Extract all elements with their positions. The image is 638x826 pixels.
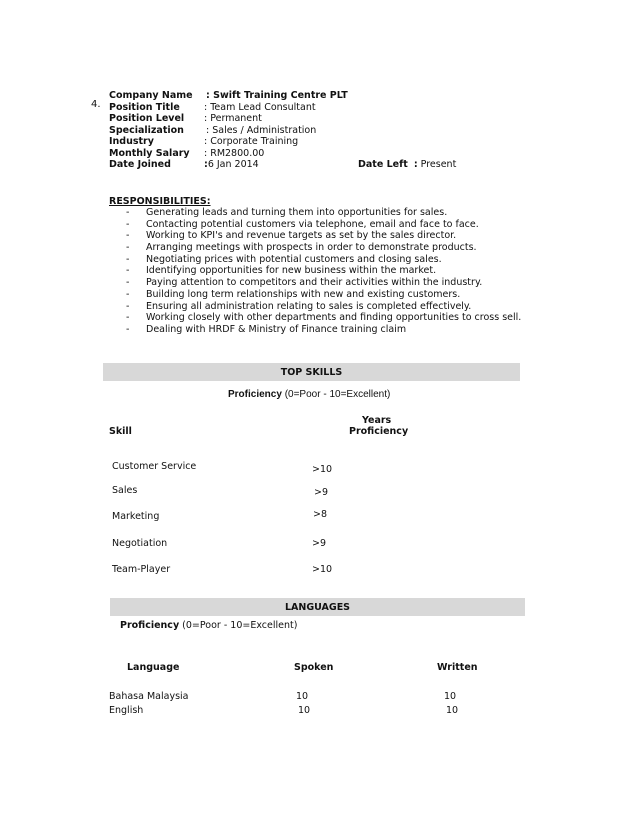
- bullet-dash: -: [126, 253, 130, 265]
- bullet-dash: -: [126, 218, 130, 230]
- skills-proficiency-note: [228, 389, 390, 400]
- responsibility-text: Dealing with HRDF & Ministry of Finance training claim: [146, 323, 407, 335]
- position-level-value: : Permanent: [204, 113, 262, 124]
- skill-years: >10: [312, 564, 333, 575]
- skill-years: >10: [312, 464, 333, 475]
- bullet-dash: -: [126, 323, 130, 335]
- skill-years: >9: [314, 487, 329, 498]
- written-column-header: Written: [437, 662, 478, 673]
- language-spoken: 10: [298, 705, 311, 716]
- responsibility-text: Paying attention to competitors and their activities within the industry.: [146, 277, 483, 289]
- bullet-dash: -: [126, 207, 130, 218]
- language-written: 10: [446, 705, 459, 716]
- responsibility-text: Identifying opportunities for new business within the market.: [146, 265, 437, 277]
- industry-value: : Corporate Training: [204, 136, 299, 147]
- monthly-salary-label: Monthly Salary: [109, 147, 190, 159]
- language-name: English: [109, 705, 144, 716]
- responsibility-text: Contacting potential customers via telephone, email and face to face.: [146, 218, 479, 230]
- responsibility-text: Generating leads and turning them into opportunities for sales.: [146, 207, 448, 218]
- responsibility-text: Negotiating prices with potential customers and closing sales.: [146, 253, 442, 265]
- position-title-label: Position Title: [109, 101, 180, 113]
- skill-column-header: Skill: [109, 426, 132, 437]
- skill-name: Sales: [112, 485, 138, 496]
- date-left-value: Present: [420, 159, 457, 170]
- skill-name: Team-Player: [112, 564, 171, 575]
- company-name-label: Company Name: [109, 90, 193, 101]
- date-joined-label: Date Joined: [109, 159, 171, 170]
- languages-proficiency-note: [120, 620, 297, 631]
- skill-name: Customer Service: [112, 461, 197, 472]
- specialization-value: : Sales / Administration: [206, 124, 317, 136]
- years-column-header-line2: Proficiency: [349, 426, 409, 437]
- industry-label: Industry: [109, 136, 154, 147]
- top-skills-heading-bar: [103, 363, 520, 381]
- date-joined-value: [204, 159, 259, 170]
- responsibility-text: Building long term relationships with new and existing customers.: [146, 288, 461, 300]
- bullet-dash: -: [126, 265, 130, 277]
- responsibility-text: Working closely with other departments and finding opportunities to cross sell.: [146, 312, 522, 324]
- language-spoken: 10: [296, 691, 309, 702]
- languages-heading-bar: [110, 598, 525, 616]
- responsibility-text: Working to KPI's and revenue targets as set by the sales director.: [146, 230, 457, 242]
- years-column-header-line1: Years: [362, 415, 392, 426]
- bullet-dash: -: [126, 242, 130, 254]
- date-left: [358, 159, 456, 170]
- position-title-value: : Team Lead Consultant: [204, 101, 316, 113]
- skill-name: Negotiation: [112, 538, 168, 549]
- specialization-label: Specialization: [109, 124, 184, 136]
- skill-name: Marketing: [112, 511, 160, 522]
- language-written: 10: [444, 691, 457, 702]
- date-left-label: Date Left: [358, 159, 408, 170]
- skill-years: >9: [312, 538, 327, 549]
- skill-years: >8: [313, 509, 328, 520]
- languages-proficiency-label: Proficiency: [120, 620, 180, 631]
- languages-heading: LANGUAGES: [284, 601, 351, 613]
- position-level-label: Position Level: [109, 113, 185, 124]
- bullet-dash: -: [126, 230, 130, 242]
- bullet-dash: -: [126, 312, 130, 324]
- responsibility-text: Arranging meetings with prospects in order to demonstrate products.: [146, 242, 477, 254]
- item-number: 4.: [91, 99, 101, 110]
- company-name-value: : Swift Training Centre PLT: [206, 90, 348, 101]
- spoken-column-header: Spoken: [294, 662, 334, 673]
- monthly-salary-value: : RM2800.00: [204, 147, 265, 159]
- date-joined-date: 6 Jan 2014: [207, 159, 259, 170]
- responsibility-text: Ensuring all administration relating to sales is completed effectively.: [146, 300, 472, 312]
- top-skills-heading: TOP SKILLS: [280, 366, 343, 378]
- responsibilities-heading: RESPONSIBILITIES:: [109, 196, 211, 207]
- language-column-header: Language: [127, 662, 180, 673]
- language-name: Bahasa Malaysia: [109, 691, 189, 702]
- bullet-dash: -: [126, 277, 130, 289]
- skills-proficiency-scale: (0=Poor - 10=Excellent): [284, 389, 391, 400]
- date-left-colon: :: [413, 159, 418, 170]
- skills-proficiency-label: Proficiency: [228, 389, 282, 400]
- bullet-dash: -: [126, 288, 130, 300]
- bullet-dash: -: [126, 300, 130, 312]
- languages-proficiency-scale: (0=Poor - 10=Excellent): [182, 620, 298, 631]
- date-joined-colon: :: [204, 159, 208, 170]
